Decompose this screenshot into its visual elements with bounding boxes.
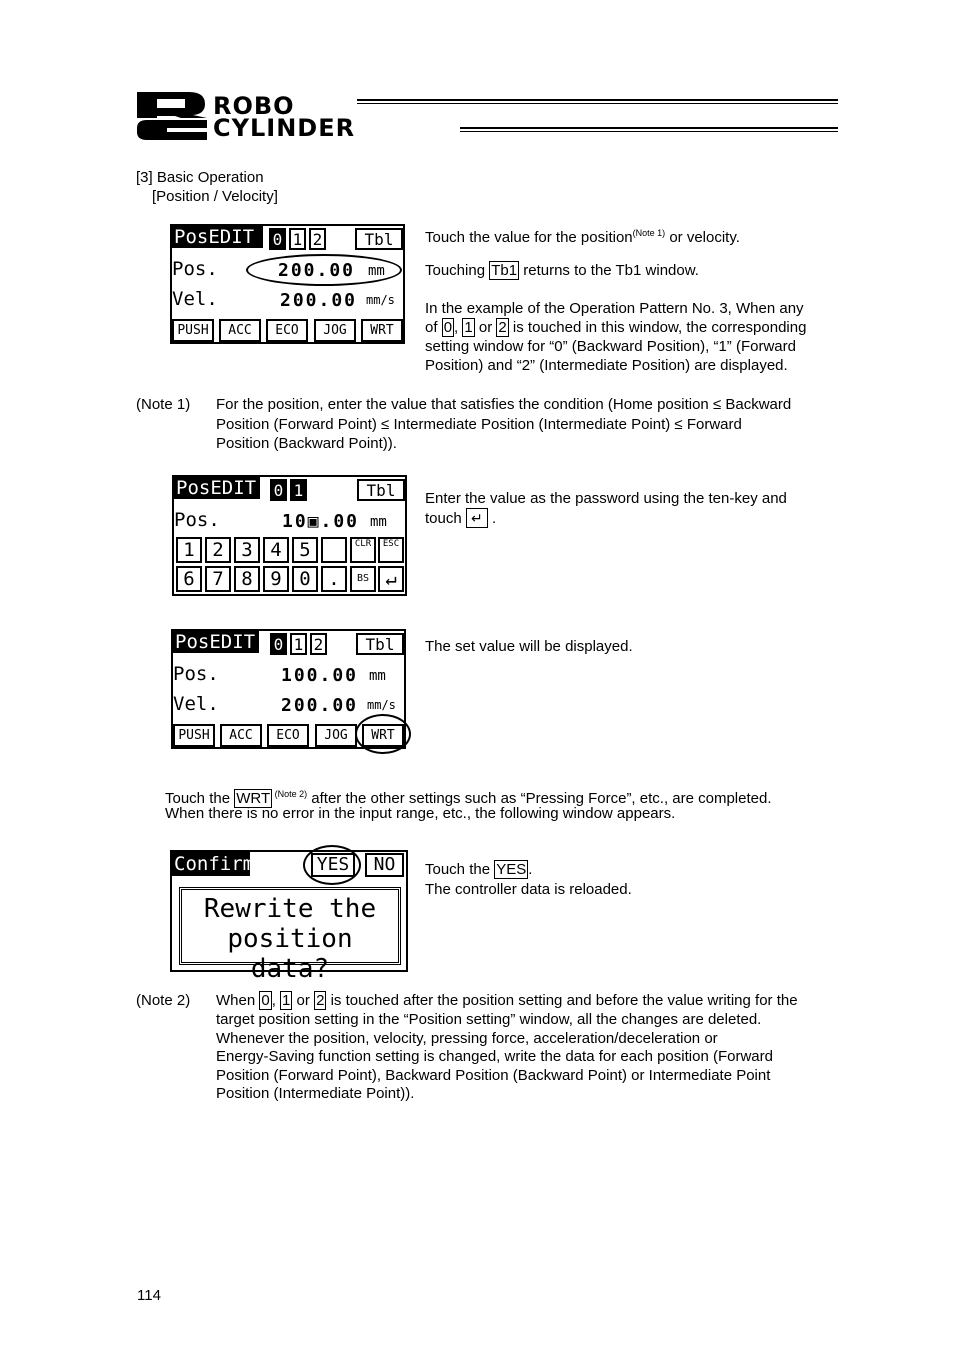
key-8[interactable]: 8: [234, 566, 260, 592]
desc1-line2: Touching Tb1 returns to the Tb1 window.: [425, 262, 699, 279]
desc2-line2: touch ↵ .: [425, 510, 497, 527]
screen-title: PosEDIT: [174, 477, 260, 499]
note1-line1: For the position, enter the value that satisfies the condition (Home position ≤ Backward: [216, 396, 792, 413]
tab-2[interactable]: 2: [309, 228, 326, 250]
key-3[interactable]: 3: [234, 537, 260, 563]
jog-button[interactable]: JOG: [315, 724, 357, 747]
wrt-button[interactable]: WRT: [362, 724, 404, 747]
note1-line2: Position (Forward Point) ≤ Intermediate Position (Intermediate Point) ≤ Forward: [216, 416, 742, 433]
vel-label: Vel.: [172, 288, 218, 310]
tbl-button[interactable]: Tbl: [357, 479, 405, 501]
note2-line2: target position setting in the “Position setting” window, all the changes are deleted.: [216, 1011, 762, 1028]
note2-line4: Energy-Saving function setting is changed, write the data for each position (Forward: [216, 1048, 773, 1065]
vel-unit: mm/s: [367, 698, 396, 712]
brand-line1: ROBO: [213, 92, 295, 120]
enter-key-icon: ↵: [466, 508, 488, 528]
note2-label: (Note 2): [136, 992, 191, 1009]
enter-key-icon[interactable]: ↵: [378, 566, 404, 592]
no-button[interactable]: NO: [365, 853, 404, 877]
vel-value[interactable]: 200.00: [280, 290, 358, 311]
header-rule: [460, 127, 838, 129]
jog-button[interactable]: JOG: [314, 319, 356, 342]
message-box: [179, 887, 401, 984]
tab-1[interactable]: 1: [290, 479, 307, 501]
pos-unit: mm: [368, 263, 385, 279]
clear-key[interactable]: CLR: [350, 537, 376, 563]
pos-label: Pos.: [173, 663, 219, 685]
pos-value[interactable]: 100.00: [281, 665, 359, 686]
key-blank[interactable]: [321, 537, 347, 563]
mid-line2: When there is no error in the input range, etc., the following window appears.: [165, 805, 676, 822]
desc4-line2: The controller data is reloaded.: [425, 881, 632, 898]
desc4-line1: Touch the YES .: [425, 861, 533, 878]
note2-line1: When 0 , 1 or 2 is touched after the position setting and before the value writing for the: [216, 992, 798, 1009]
yes-button[interactable]: YES: [311, 853, 355, 877]
note1-label: (Note 1): [136, 396, 191, 413]
section-title: [3] Basic Operation: [136, 169, 264, 186]
desc3-line1: The set value will be displayed.: [425, 638, 633, 655]
mid-line1: Touch the WRT $^{(Note 2)}$ after the other settings such as “Pressing Force”, etc., are completed.: [165, 789, 772, 807]
message-line2: position data?: [227, 924, 353, 984]
section-subtitle: [Position / Velocity]: [152, 188, 278, 205]
rc-logo-icon: [137, 92, 209, 140]
desc1-line4: of 0 , 1 or 2 is touched in this window, the corresponding: [425, 319, 807, 336]
key-9[interactable]: 9: [263, 566, 289, 592]
key-decimal[interactable]: .: [321, 566, 347, 592]
posedit-screen: [170, 224, 405, 344]
key-2[interactable]: 2: [205, 537, 231, 563]
vel-label: Vel.: [173, 693, 219, 715]
key-4[interactable]: 4: [263, 537, 289, 563]
pos-unit: mm: [370, 514, 387, 530]
acc-button[interactable]: ACC: [220, 724, 262, 747]
message-line1: Rewrite the: [203, 894, 377, 924]
eco-button[interactable]: ECO: [267, 724, 309, 747]
key-5[interactable]: 5: [292, 537, 318, 563]
wrt-button[interactable]: WRT: [361, 319, 403, 342]
tab-1[interactable]: 1: [289, 228, 306, 250]
tab-0[interactable]: 0: [269, 228, 286, 250]
desc1-line1: Touch the value for the position$^{(Note 1)}$ or velocity.: [425, 228, 740, 246]
highlight-oval: [303, 845, 361, 885]
desc1-line6: Position) and “2” (Intermediate Position) are displayed.: [425, 357, 788, 374]
header-rule: [357, 103, 838, 104]
note1-line3: Position (Backward Point)).: [216, 435, 397, 452]
key-1[interactable]: 1: [176, 537, 202, 563]
header-rule: [357, 99, 838, 101]
desc1-line3: In the example of the Operation Pattern No. 3, When any: [425, 300, 804, 317]
header-rule: [460, 131, 838, 132]
tbl-button[interactable]: Tbl: [355, 228, 403, 250]
tab-0[interactable]: 0: [270, 633, 287, 655]
tab-2[interactable]: 2: [310, 633, 327, 655]
push-button[interactable]: PUSH: [173, 724, 215, 747]
page-number: 114: [137, 1287, 161, 1304]
acc-button[interactable]: ACC: [219, 319, 261, 342]
highlight-oval: [355, 714, 411, 754]
desc1-line5: setting window for “0” (Backward Position), “1” (Forward: [425, 338, 796, 355]
tab-1[interactable]: 1: [290, 633, 307, 655]
eco-button[interactable]: ECO: [266, 319, 308, 342]
pos-label: Pos.: [172, 258, 218, 280]
vel-unit: mm/s: [366, 293, 395, 307]
tab-0[interactable]: 0: [270, 479, 287, 501]
desc2-line1: Enter the value as the password using the ten-key and: [425, 490, 787, 507]
key-6[interactable]: 6: [176, 566, 202, 592]
pos-value[interactable]: 10▣.00: [282, 511, 360, 532]
vel-value[interactable]: 200.00: [281, 695, 359, 716]
tenkey-screen: [172, 475, 407, 596]
note2-line5: Position (Forward Point), Backward Position (Backward Point) or Intermediate Point: [216, 1067, 771, 1084]
highlight-oval: [246, 254, 402, 286]
push-button[interactable]: PUSH: [172, 319, 214, 342]
backspace-key[interactable]: BS: [350, 566, 376, 592]
pos-unit: mm: [369, 668, 386, 684]
note2-line3: Whenever the position, velocity, pressing force, acceleration/deceleration or: [216, 1030, 718, 1047]
brand-line2: CYLINDER: [213, 114, 356, 142]
screen-title: Confirm: [174, 853, 255, 875]
escape-key[interactable]: ESC: [378, 537, 404, 563]
key-0[interactable]: 0: [292, 566, 318, 592]
note2-line6: Position (Intermediate Point)).: [216, 1085, 415, 1102]
tbl-button[interactable]: Tbl: [356, 633, 404, 655]
confirm-screen: [170, 850, 408, 984]
screen-title: PosEDIT: [172, 226, 263, 248]
pos-label: Pos.: [174, 509, 220, 531]
key-7[interactable]: 7: [205, 566, 231, 592]
screen-title: PosEDIT: [173, 631, 259, 653]
pos-value[interactable]: 200.00: [278, 260, 356, 281]
